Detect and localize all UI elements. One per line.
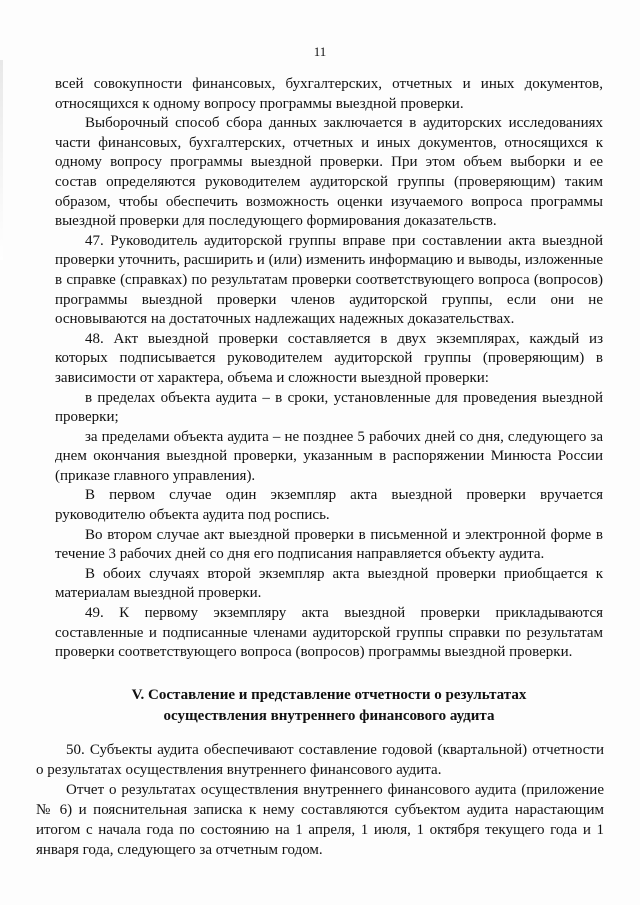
paragraph-continuation: всей совокупности финансовых, бухгалтерских, отчетных и иных документов, относящихся к одному вопросу программы выездной проверки. (55, 76, 603, 112)
paragraph-48-outside: за пределами объекта аудита – не позднее 5 рабочих дней со дня, следующего за днем окончания выездной проверки, указанным в распоряжении Минюста России (приказе главного управления). (55, 428, 603, 484)
document-body (55, 75, 603, 751)
paragraph-48: 48. Акт выездной проверки составляется в двух экземплярах, каждый из которых подписывается руководителем аудиторской группы (проверяющим) в зависимости от характера, объема и сложности выездной проверки: (55, 330, 603, 386)
paragraph-48-within: в пределах объекта аудита – в сроки, установленные для проведения выездной проверки; (55, 389, 603, 426)
paragraph-49: 49. К первому экземпляру акта выездной проверки прикладываются составленные и подписанные членами аудиторской группы справки по результатам проверки соответствующего вопроса (вопросов) программы выездной проверки. (55, 605, 603, 661)
paragraph-first-case: В первом случае один экземпляр акта выездной проверки вручается руководителю объекта аудита под роспись. (55, 487, 603, 524)
paragraph-sampling-method: Выборочный способ сбора данных заключается в аудиторских исследованиях части финансовых, бухгалтерских, отчетных и иных документов, относящихся к одному вопросу программы выездной проверки. При этом объем выборки и ее состав определяются руководителем аудиторской группы (проверяющим) таким образом, чтобы обеспечить возможность оценки изучаемого вопроса программы выездной проверки для последующего формирования доказательств. (55, 115, 603, 230)
paragraph-report: Отчет о результатах осуществления внутреннего финансового аудита (приложение № 6) и пояснительная записка к нему составляются субъектом аудита нарастающим итогом с начала года по состоянию на 1 апреля, 1 июля, 1 октября текущего года и 1 января года, следующего за отчетным годом. (36, 782, 604, 858)
section-heading-line-2: осуществления внутреннего финансового аудита (163, 707, 495, 724)
paragraph-50: 50. Субъекты аудита обеспечивают составление годовой (квартальной) отчетности о результатах осуществления внутреннего финансового аудита. (36, 742, 604, 778)
document-body-lower (36, 740, 604, 860)
paragraph-47: 47. Руководитель аудиторской группы вправе при составлении акта выездной проверки уточнить, расширить и (или) изменить информацию и выводы, изложенные в справке (справках) по результатам проверки соответствующего вопроса (вопросов) программы выездной проверки членов аудиторской группы, если они не основываются на достаточных надлежащих надежных доказательствах. (55, 232, 603, 328)
scan-edge-shadow (0, 60, 3, 260)
section-heading (55, 685, 603, 727)
section-heading-line-1: V. Составление и представление отчетности о результатах (131, 686, 527, 703)
page-number: 11 (313, 44, 327, 59)
paragraph-both-cases: В обоих случаях второй экземпляр акта выездной проверки приобщается к материалам выездной проверки. (55, 565, 603, 602)
paragraph-second-case: Во втором случае акт выездной проверки в письменной и электронной форме в течение 3 рабочих дней со дня его подписания направляется объекту аудита. (55, 526, 603, 563)
